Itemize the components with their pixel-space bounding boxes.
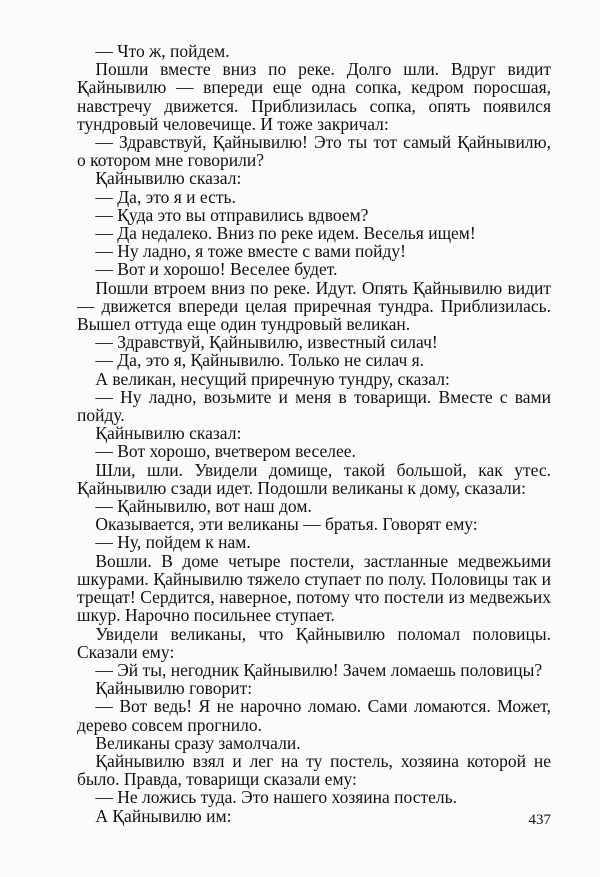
- paragraph: Қайнывилю сказал:: [95, 168, 242, 189]
- paragraph: — Да, это я и есть.: [95, 186, 236, 207]
- paragraph: — Вот ведь! Я не нарочно ломаю. Сами ломаются. Может, дерево совсем прогнило.: [77, 696, 551, 735]
- paragraph: — Эй ты, негодник Қайнывилю! Зачем ломаешь половицы?: [95, 659, 543, 680]
- paragraph: — Да, это я, Қайнывилю. Только не силач я.: [95, 350, 425, 371]
- paragraph: Увидели великаны, что Қайнывилю поломал половицы. Сказали ему:: [77, 623, 551, 662]
- paragraph: — Да недалеко. Вниз по реке идем. Веселья ищем!: [95, 223, 476, 244]
- paragraph: Вошли. В доме четыре постели, застланные медвежьими шкурами. Қайнывилю тяжело ступает по полу. Половицы так и трещат! Сердится, наверное, потому что постели из медвежьих шкур. Нарочно посильнее ступает.: [77, 550, 551, 626]
- paragraph: А великан, несущий приречную тундру, сказал:: [95, 368, 450, 389]
- paragraph: — Здравствуй, Қайнывилю, известный силач!: [95, 332, 438, 353]
- page-text: [77, 42, 551, 825]
- paragraph: — Қуда это вы отправились вдвоем?: [95, 204, 369, 225]
- paragraph: А Қайнывилю им:: [95, 805, 232, 826]
- paragraph: — Ну, пойдем к нам.: [95, 532, 251, 553]
- paragraph: — Ну ладно, возьмите и меня в товарищи. Вместе с вами пойду.: [77, 386, 551, 426]
- paragraph: Оказывается, эти великаны — братья. Говорят ему:: [95, 514, 478, 535]
- paragraph: Қайнывилю сказал:: [95, 423, 242, 444]
- paragraph: Великаны сразу замолчали.: [95, 732, 301, 753]
- paragraph: — Здравствуй, Қайнывилю! Это ты тот самый Қайнывилю, о котором мне говорили?: [77, 132, 551, 171]
- paragraph: — Вот и хорошо! Веселее будет.: [95, 259, 338, 280]
- page-number: 437: [528, 812, 551, 828]
- paragraph: Қайнывилю говорит:: [95, 678, 253, 699]
- paragraph: — Вот хорошо, вчетвером веселее.: [95, 441, 356, 462]
- paragraph: — Қайнывилю, вот наш дом.: [95, 496, 312, 517]
- paragraph: — Не ложись туда. Это нашего хозяина постель.: [95, 787, 457, 808]
- paragraph: — Ну ладно, я тоже вместе с вами пойду!: [95, 241, 406, 262]
- paragraph: Шли, шли. Увидели домище, такой большой, как утес. Қайнывилю сзади идет. Подошли великаны к дому, сказали:: [77, 459, 551, 498]
- paragraph: Қайнывилю взял и лег на ту постель, хозяина которой не было. Правда, товарищи сказали ему:: [77, 750, 551, 790]
- paragraph: — Что ж, пойдем.: [95, 41, 230, 61]
- paragraph: Пошли вместе вниз по реке. Долго шли. Вдруг видит Қайнывилю — впереди еще одна сопка, кедром поросшая, навстречу движется. Приблизилась сопка, опять появился тундровый человечище. И тоже закричал:: [77, 59, 551, 134]
- paragraph: Пошли втроем вниз по реке. Идут. Опять Қайнывилю видит — движется впереди целая приречная тундра. Приблизилась. Вышел оттуда еще один тундровый великан.: [77, 277, 551, 335]
